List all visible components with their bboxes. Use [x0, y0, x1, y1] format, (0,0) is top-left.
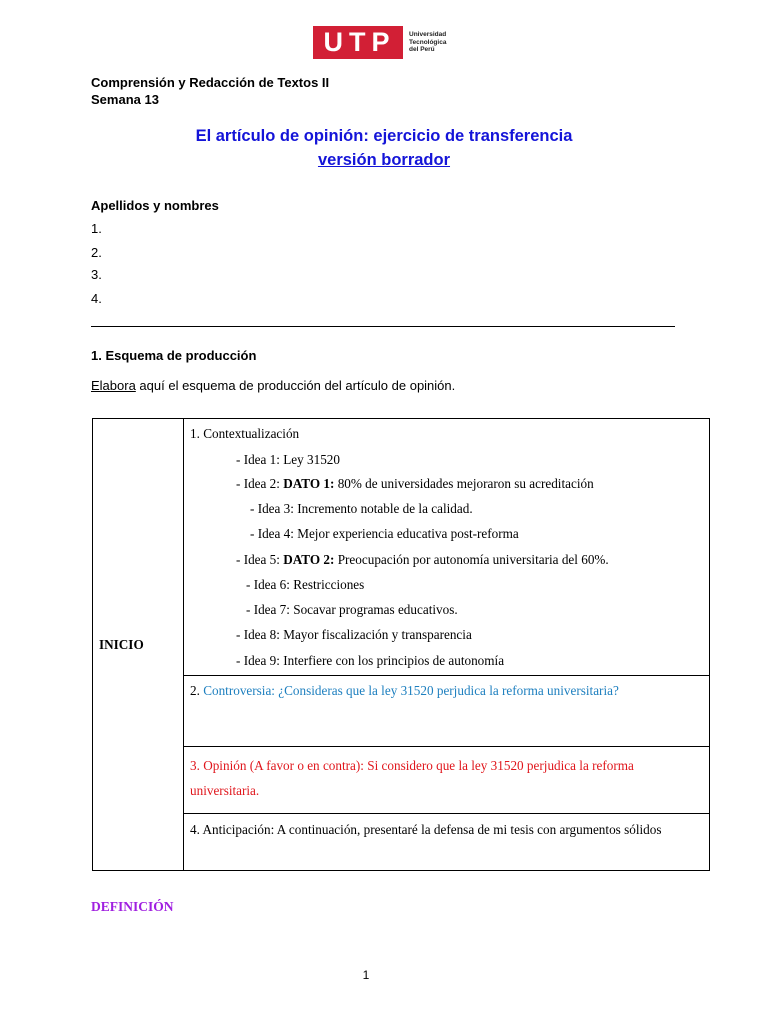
week-label: Semana 13 — [91, 92, 159, 107]
instruction-text — [91, 378, 455, 393]
idea-5-dato: DATO 2: — [283, 552, 335, 567]
name-line-3: 3. — [91, 267, 102, 282]
idea-4: - Idea 4: Mejor experiencia educativa post-reforma — [250, 526, 519, 541]
section-heading: 1. Esquema de producción — [91, 348, 257, 363]
idea-6: - Idea 6: Restricciones — [246, 577, 365, 592]
logo-text — [409, 31, 446, 53]
logo-line-1: Universidad — [409, 31, 447, 39]
names-label: Apellidos y nombres — [91, 198, 219, 213]
idea-2-dato: DATO 1: — [283, 476, 335, 491]
idea-5 — [236, 552, 609, 568]
context-cell — [184, 419, 710, 676]
subtitle-text: versión borrador — [317, 151, 451, 169]
utp-logo — [313, 26, 446, 59]
controversy-cell — [184, 676, 710, 747]
name-line-2: 2. — [91, 245, 102, 260]
opinion-text: 3. Opinión (A favor o en contra): Si considero que la ley 31520 perjudica la reforma universitaria. — [190, 758, 634, 798]
divider-line — [91, 326, 675, 327]
logo-line-3: del Perú — [409, 46, 435, 54]
instruction-verb: Elabora — [91, 378, 136, 393]
page-number: 1 — [362, 968, 370, 982]
idea-5-text: Preocupación por autonomía universitaria del 60%. — [334, 552, 609, 567]
controversy-number: 2. — [190, 683, 204, 698]
idea-2-prefix: - Idea 2: — [236, 476, 284, 491]
anticipation-text: 4. Anticipación: A continuación, presentaré la defensa de mi tesis con argumentos sólidos — [190, 822, 662, 837]
idea-2-text: 80% de universidades mejoraron su acreditación — [334, 476, 594, 491]
idea-5-prefix: - Idea 5: — [236, 552, 284, 567]
production-scheme-table — [92, 418, 710, 871]
opinion-cell — [184, 747, 710, 814]
document-title: El artículo de opinión: ejercicio de transferencia — [195, 127, 573, 145]
idea-8: - Idea 8: Mayor fiscalización y transparencia — [236, 627, 472, 642]
logo-mark: UTP — [313, 26, 403, 59]
logo-line-2: Tecnológica — [409, 38, 447, 46]
idea-9: - Idea 9: Interfiere con los principios de autonomía — [236, 653, 505, 668]
idea-3: - Idea 3: Incremento notable de la calidad. — [250, 501, 473, 516]
idea-1: - Idea 1: Ley 31520 — [236, 452, 340, 467]
idea-2 — [236, 476, 594, 492]
idea-7: - Idea 7: Socavar programas educativos. — [246, 602, 458, 617]
instruction-rest: aquí el esquema de producción del artículo de opinión. — [135, 378, 456, 393]
section-label-inicio: INICIO — [93, 419, 184, 871]
document-subtitle — [0, 151, 768, 170]
name-line-1: 1. — [91, 221, 102, 236]
course-name: Comprensión y Redacción de Textos II — [91, 75, 330, 90]
context-title: 1. Contextualización — [190, 426, 300, 441]
controversy-text: Controversia: ¿Consideras que la ley 31520 perjudica la reforma universitaria? — [203, 683, 619, 698]
name-line-4: 4. — [91, 291, 102, 306]
anticipation-cell — [184, 814, 710, 871]
definition-label: DEFINICIÓN — [91, 899, 174, 914]
